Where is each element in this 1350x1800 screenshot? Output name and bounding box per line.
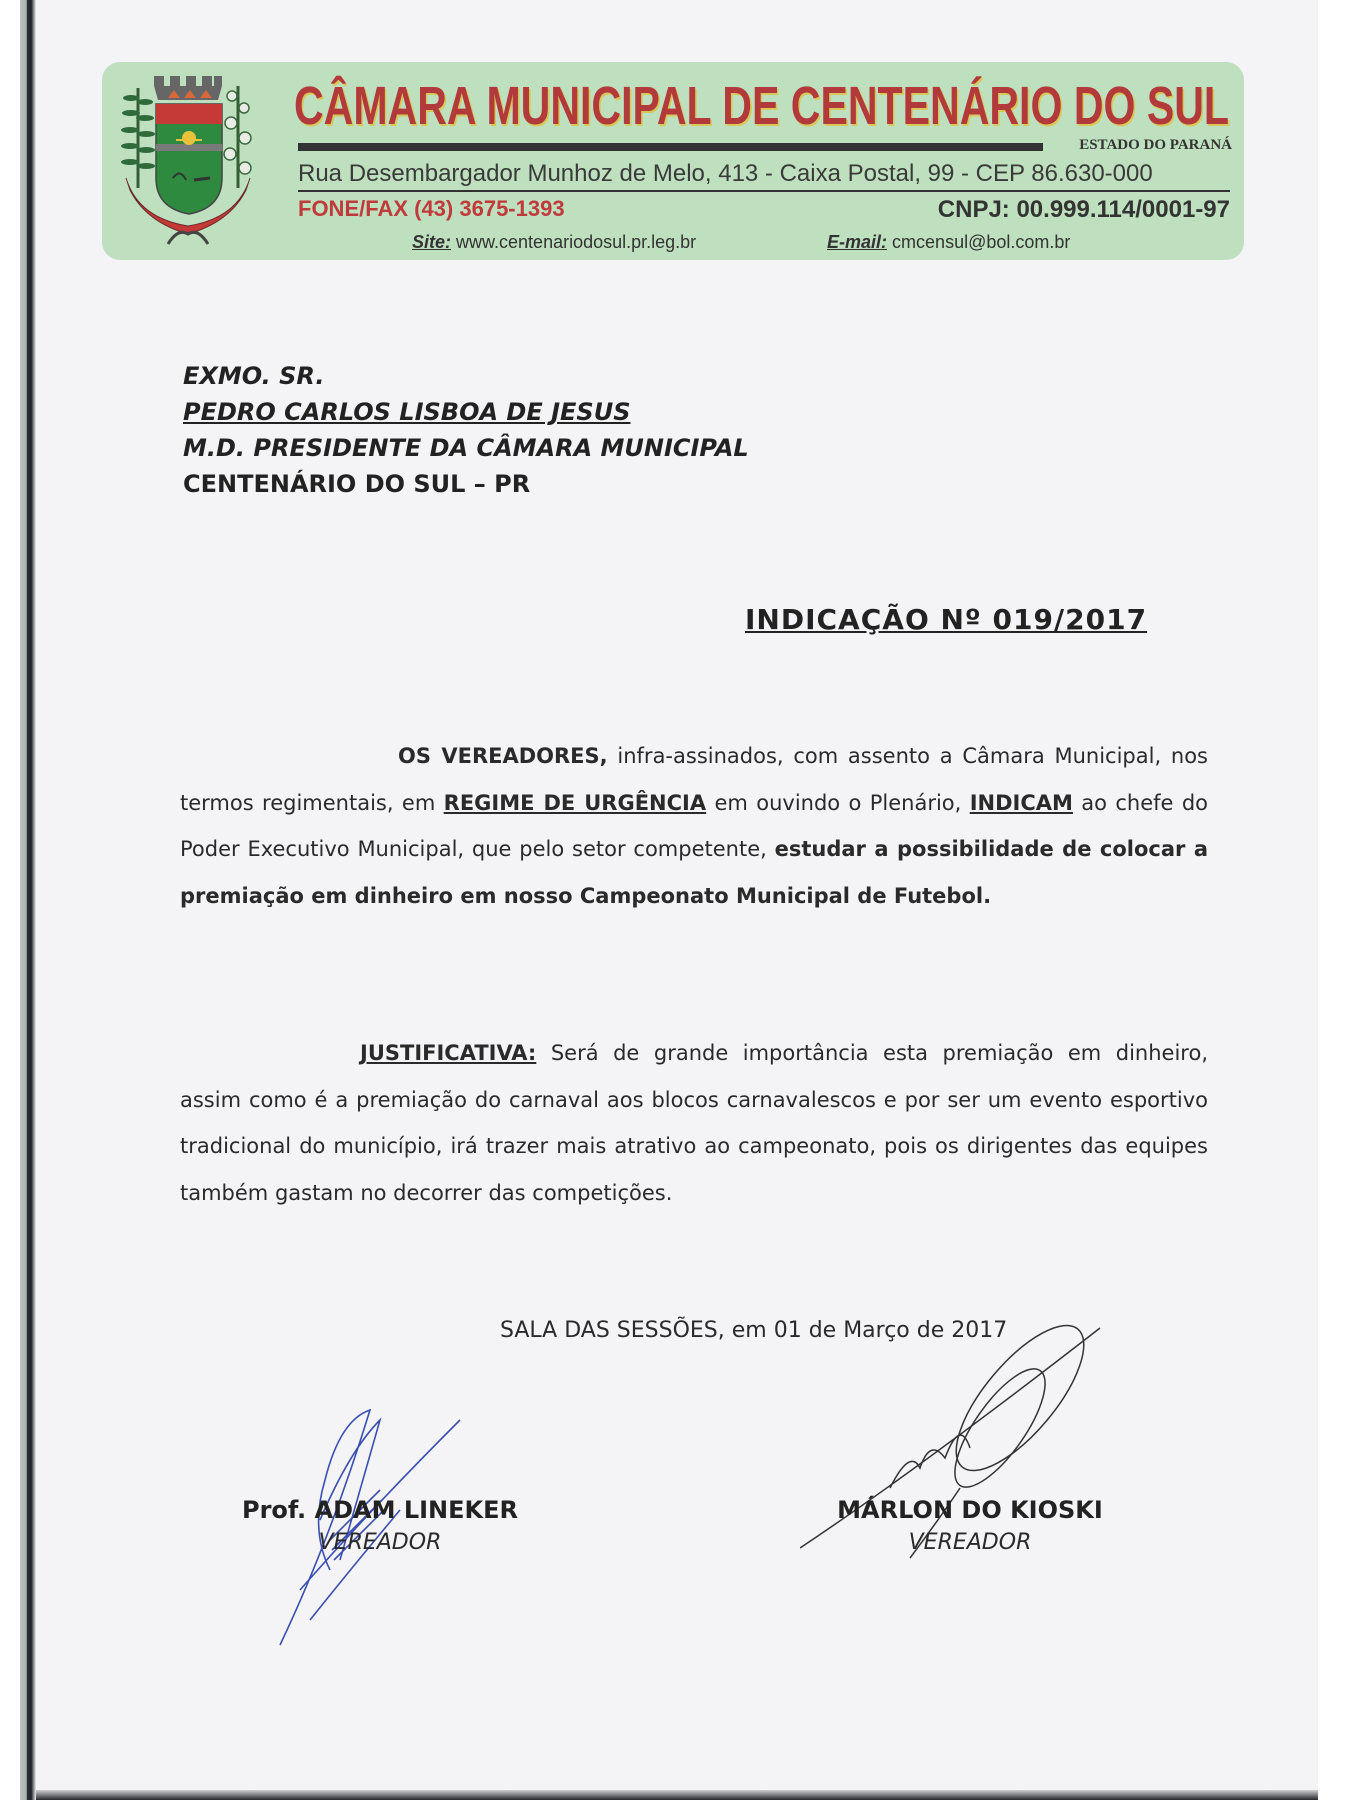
paragraph-indication xyxy=(180,733,1208,919)
letterhead-cnpj: CNPJ: 00.999.114/0001-97 xyxy=(937,196,1230,223)
addressee-name: PEDRO CARLOS LISBOA DE JESUS xyxy=(183,398,631,426)
body-text-3: ao chefe do Poder Executivo Municipal, que pelo setor competente, xyxy=(180,790,1208,861)
site-label: Site: xyxy=(412,232,452,252)
letterhead-phone: FONE/FAX (43) 3675-1393 xyxy=(298,196,565,221)
signer-marlon-do-kioski xyxy=(820,1496,1120,1555)
scan-edge-bottom xyxy=(36,1790,1318,1800)
scan-edge-left xyxy=(20,0,36,1800)
letterhead xyxy=(102,62,1244,260)
site-link[interactable]: www.centenariodosul.pr.leg.br xyxy=(456,232,697,252)
letterhead-title-box xyxy=(294,76,1229,136)
document-title: INDICAÇÃO Nº 019/2017 xyxy=(745,603,1148,636)
justification-label: JUSTIFICATIVA: xyxy=(360,1041,537,1065)
salutation: EXMO. SR. xyxy=(183,362,325,390)
justification-text: Será de grande importância esta premiação em dinheiro, assim como é a premiação do carnaval aos blocos carnavalescos e por ser um evento esportivo tradicional do município, irá trazer mais atrativo ao campeonato, pois os dirigentes das equipes também gastam no decorrer das competições. xyxy=(180,1041,1208,1205)
signer-adam-lineker xyxy=(225,1496,535,1555)
email-label: E-mail: xyxy=(827,232,888,252)
addressee-position: M.D. PRESIDENTE DA CÂMARA MUNICIPAL xyxy=(183,434,749,462)
paragraph-justification xyxy=(180,1030,1208,1216)
letterhead-divider xyxy=(298,143,1043,151)
lead-text: OS VEREADORES, xyxy=(398,744,608,768)
site-group xyxy=(412,232,822,253)
signer-role: VEREADOR xyxy=(318,1530,442,1555)
signer-name: Prof. ADAM LINEKER xyxy=(242,1496,518,1524)
letterhead-state: ESTADO DO PARANÁ xyxy=(1079,137,1232,153)
urgency-text: REGIME DE URGÊNCIA xyxy=(443,790,707,815)
letterhead-contact xyxy=(412,232,1242,253)
closing-line: SALA DAS SESSÕES, em 01 de Março de 2017 xyxy=(500,1318,1008,1343)
signer-role: VEREADOR xyxy=(908,1530,1032,1555)
scan-edge-right xyxy=(1318,0,1350,1800)
indicam-text: INDICAM xyxy=(969,790,1073,815)
addressee-block xyxy=(183,358,749,502)
letterhead-title: CÂMARA MUNICIPAL DE CENTENÁRIO DO SUL xyxy=(294,76,1230,136)
body-text-1: infra-assinados, com assento a Câmara Municipal, nos termos regimentais, em xyxy=(180,744,1208,815)
signer-name: MÁRLON DO KIOSKI xyxy=(837,1496,1103,1524)
addressee-city: CENTENÁRIO DO SUL – PR xyxy=(183,470,531,498)
letterhead-address: Rua Desembargador Munhoz de Melo, 413 - Caixa Postal, 99 - CEP 86.630-000 xyxy=(298,160,1230,192)
body-text-2: em ouvindo o Plenário, xyxy=(706,790,970,815)
request-text: estudar a possibilidade de colocar a premiação em dinheiro em nosso Campeonato Municipal de Futebol. xyxy=(180,837,1209,908)
email-link[interactable]: cmcensul@bol.com.br xyxy=(892,232,1071,252)
municipal-crest-icon xyxy=(118,68,258,248)
